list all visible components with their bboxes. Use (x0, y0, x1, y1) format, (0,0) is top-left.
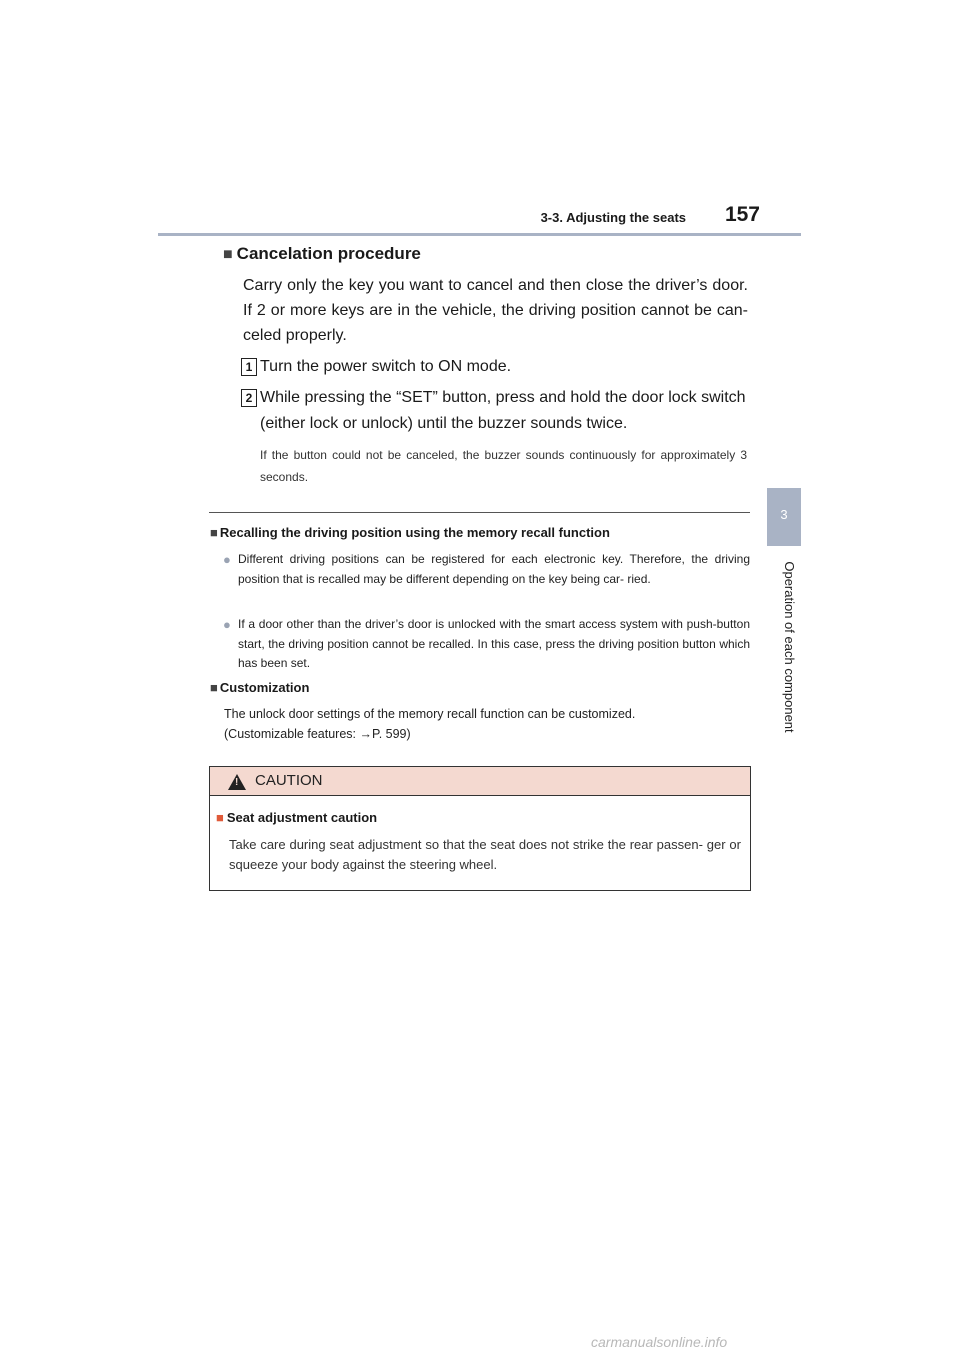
procedure-intro: Carry only the key you want to cancel and then close the driver’s door. If 2 or more keys are in the vehicle, the driving position cannot be can- celed properly. (243, 277, 748, 344)
section-divider (209, 512, 750, 513)
chapter-tab (767, 488, 801, 546)
caution-subheading-text: Seat adjustment caution (226, 810, 378, 825)
bullet-dot-icon: ● (223, 552, 231, 567)
square-bullet-icon: ■ (223, 246, 233, 263)
recall-heading (210, 525, 610, 540)
step-number-badge: 2 (241, 389, 257, 407)
list-item-text: Different driving positions can be registered for each electronic key. Therefore, the driving position that is recalled may be different depending on the key being car- ried. (238, 552, 750, 586)
chapter-title: Operation of each component (782, 561, 797, 733)
square-bullet-icon: ■ (216, 810, 224, 825)
customization-heading-text: Customization (219, 680, 310, 695)
square-bullet-icon: ■ (210, 680, 218, 695)
page-number: 157 (724, 203, 760, 226)
caution-body: Take care during seat adjustment so that the seat does not strike the rear passen- ger or squeeze your body against the steering wheel. (229, 837, 741, 872)
header-divider (158, 233, 801, 236)
caution-subheading (216, 810, 377, 825)
caution-header (210, 767, 750, 796)
procedure-heading (223, 244, 421, 264)
warning-triangle-icon (228, 774, 246, 790)
procedure-note: If the button could not be canceled, the buzzer sounds continuously for approximately 3 seconds. (260, 448, 747, 484)
list-item-text: If a door other than the driver’s door is unlocked with the smart access system with push-button start, the driving position cannot be recalled. In this case, press the driving position button which has been set. (238, 617, 750, 670)
step-text: While pressing the “SET” button, press and hold the door lock switch (either lock or unlock) until the buzzer sounds twice. (260, 389, 746, 432)
list-item (209, 550, 750, 589)
bullet-dot-icon: ● (223, 617, 231, 632)
step-text: Turn the power switch to ON mode. (260, 358, 512, 375)
recall-heading-text: Recalling the driving position using the memory recall function (219, 525, 610, 540)
caution-title: CAUTION (255, 772, 323, 789)
caution-box (209, 766, 751, 891)
customization-text: The unlock door settings of the memory recall function can be customized. (224, 707, 636, 721)
customization-link[interactable]: (Customizable features: →P. 599) (224, 727, 411, 741)
chapter-number: 3 (780, 507, 788, 522)
square-bullet-icon: ■ (210, 525, 218, 540)
customization-heading (210, 680, 309, 695)
watermark: carmanualsonline.info (591, 1334, 728, 1350)
step-number-badge: 1 (241, 358, 257, 376)
list-item (209, 615, 750, 674)
procedure-title: Cancelation procedure (236, 244, 421, 263)
section-title: 3-3. Adjusting the seats (540, 210, 686, 225)
